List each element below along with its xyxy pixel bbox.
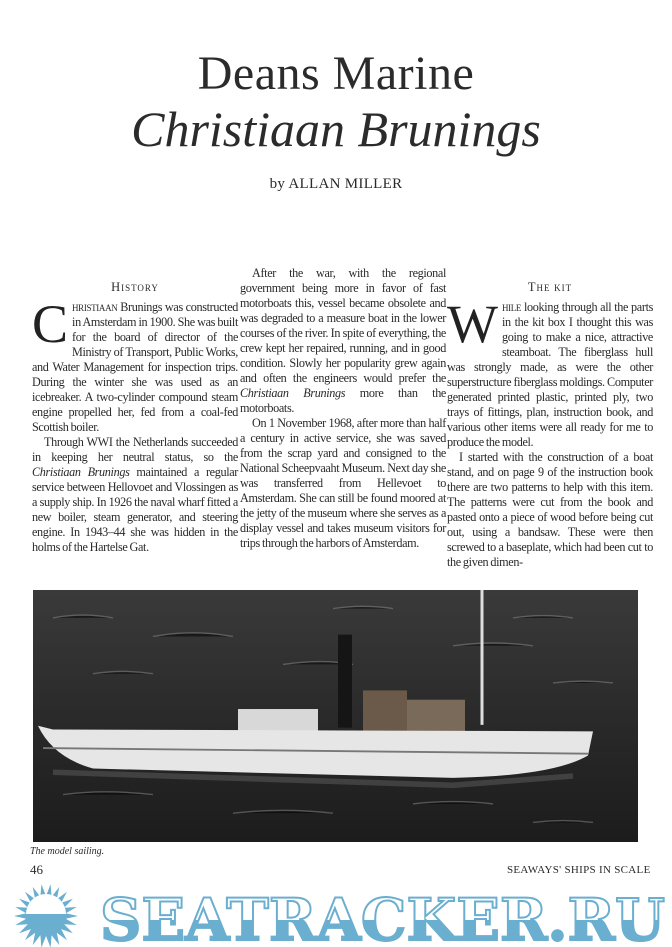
paragraph: On 1 November 1968, after more than half a century in active service, she was saved from the scrap yard and consigned to the National Scheepvaaht Museum. Next day she was transferred from Hellevoet to Amsterdam. She can still be found moored at the jetty of the museum where she serves as a display vessel and takes museum visitors for trips through the harbors of Amsterdam. <box>240 416 446 550</box>
column-history <box>32 280 238 555</box>
column-kit <box>447 280 653 570</box>
section-heading-kit: The kit <box>527 280 573 294</box>
column-middle <box>240 266 446 551</box>
lead-smallcaps: hristiaan <box>72 300 118 314</box>
photo-caption: The model sailing. <box>30 846 105 857</box>
paragraph-text: looking through all the parts in the kit box I thought this was going to make a nice, attractive steamboat. The fiberglass hull was strongly made, as were the other superstructure fiberglass moldings. Computer generated printed plastic, printed ply, two trays of fittings, plan, instruction book, and various other items were all ready for me to produce the model. <box>447 300 653 449</box>
paragraph-text: maintained a regular service between Hellovoet and Vlossingen as a supply ship. In 1926 the naval wharf fitted a new boiler, steam generator, and steering engine. In 1943–44 she was hidden in the holms of the Hartelse Gat. <box>32 465 238 554</box>
paragraph-text: After the war, with the regional government being more in favor of fast motorboats this, vessel became obsolete and was degraded to a measure boat in the lower courses of the river. In spite of everything, the crew kept her repaired, running, and in good condition. Slowly her popularity grew again and often the engineers would prefer the <box>240 266 446 385</box>
paragraph <box>447 294 653 450</box>
paragraph-text: Through WWI the Netherlands succeeded in keeping her neutral status, so the <box>32 435 238 464</box>
paragraph-text: Brunings was constructed in Amsterdam in 1900. She was built for the board of director of the Ministry of Transport, Public Works, and Water Management for inspection trips. During the winter she was used as an icebreaker. A two-cylinder compound steam engine propelled her, fed from a coal-fed Scottish boiler. <box>32 300 238 434</box>
seatracker-watermark <box>0 882 672 947</box>
drop-cap: W <box>447 294 498 354</box>
page-number: 46 <box>30 862 43 877</box>
paragraph-text: more than the motorboats. <box>240 386 446 415</box>
section-heading-history: History <box>111 280 159 294</box>
paragraph <box>240 266 446 416</box>
sunburst-icon <box>14 884 78 947</box>
watermark-text: SEATRACKER.RU <box>100 886 665 947</box>
paragraph: I started with the construction of a boat stand, and on page 9 of the instruction book there are two patterns to help with this item. The patterns were cut from the book and pasted onto a piece of wood before being cut out, using a bandsaw. These were then screwed to a baseplate, which had been cut to the given dimen- <box>447 450 653 569</box>
ship-name: Christiaan Brunings <box>32 465 130 479</box>
magazine-title: SEAWAYS' SHIPS IN SCALE <box>507 864 651 876</box>
paragraph <box>32 294 238 435</box>
ship-name: Christiaan Brunings <box>240 386 346 400</box>
title-line-1: Deans Marine <box>197 47 475 100</box>
title-line-2: Christiaan Brunings <box>131 101 541 157</box>
lead-smallcaps: hile <box>501 300 522 314</box>
drop-cap: C <box>32 294 69 354</box>
paragraph <box>32 435 238 555</box>
boat-photo <box>33 590 638 842</box>
byline: by ALLAN MILLER <box>269 176 403 192</box>
